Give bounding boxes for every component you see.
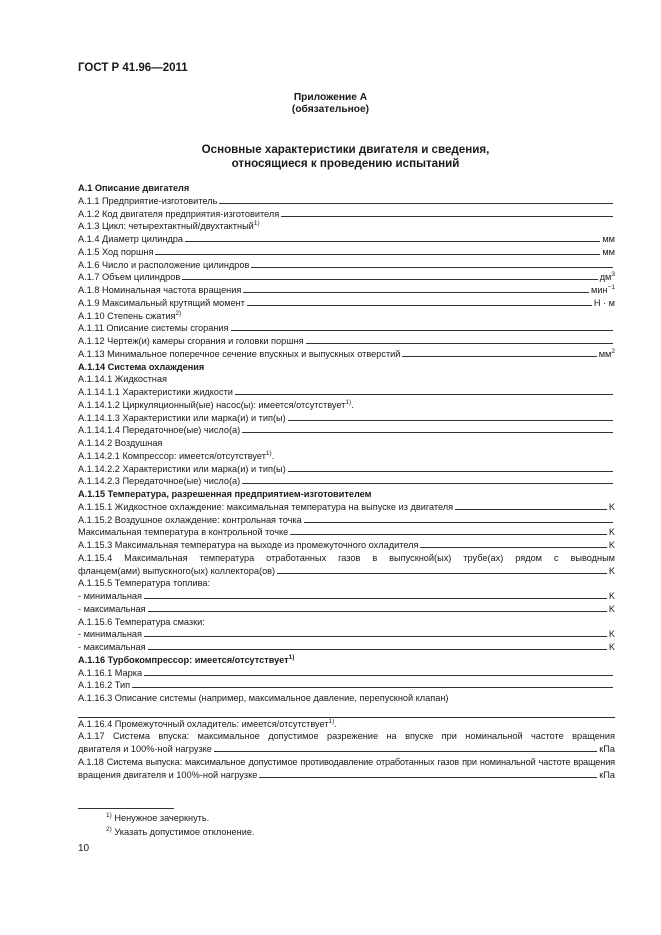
section-heading: A.1.16 Турбокомпрессор: имеется/отсутствует$^{1)}$ (78, 653, 295, 665)
fill-line[interactable] (78, 705, 615, 718)
form-row: A.1.14.1 Жидкостная (78, 374, 167, 385)
form-row: A.1.11 Описание системы сгорания (78, 322, 615, 335)
form-body (78, 182, 615, 781)
form-row: A.1.2 Код двигателя предприятия-изготовителя (78, 208, 615, 221)
form-row: A.1.15.2 Воздушное охлаждение: контрольная точка (78, 514, 615, 527)
section-heading: A.1 Описание двигателя (78, 183, 190, 193)
form-row: A.1.14.2.1 Компрессор: имеется/отсутствует$^{1)}$. (78, 449, 275, 461)
form-row: A.1.16.3 Описание системы (например, максимальное давление, перепускной клапан) (78, 693, 449, 703)
fill-line[interactable] (251, 259, 613, 268)
section-heading: A.1.15 Температура, разрешенная предприятием-изготовителем (78, 489, 372, 499)
form-row: A.1.16.2 Тип (78, 679, 615, 692)
form-row: вращения двигателя и 100%-ной нагрузке кПа (78, 769, 615, 780)
form-row: A.1.7 Объем цилиндров $дм^3$ (78, 271, 615, 283)
fill-line[interactable] (231, 322, 613, 331)
page-number: 10 (78, 843, 90, 854)
form-row: A.1.14.1.1 Характеристики жидкости (78, 386, 615, 399)
fill-line[interactable] (235, 386, 613, 395)
form-row: A.1.5 Ход поршня мм (78, 246, 615, 257)
form-row: A.1.14.1.2 Циркуляционный(ые) насос(ы): имеется/отсутствует$^{1)}$. (78, 398, 354, 410)
fill-line[interactable] (259, 769, 597, 778)
section-heading: A.1.14 Система охлаждения (78, 361, 205, 372)
fill-line[interactable] (144, 667, 613, 676)
form-row-wrapped: A.1.18 Система выпуска: максимальное допустимое противодавление отработанных газов при номинальной частоте вращения (78, 756, 615, 767)
form-row: A.1.14.1.4 Передаточное(ые) число(а) (78, 424, 615, 437)
fill-line[interactable] (290, 526, 607, 535)
form-row: A.1.16.1 Марка (78, 667, 615, 680)
form-row: - минимальная K (78, 591, 615, 601)
footnote-separator (78, 808, 174, 809)
fill-line[interactable] (155, 246, 600, 255)
fill-line[interactable] (420, 539, 606, 548)
appendix-note: (обязательное) (291, 104, 370, 115)
fill-line[interactable] (402, 348, 596, 357)
fill-line[interactable] (288, 463, 613, 472)
fill-line[interactable] (214, 743, 597, 752)
fill-line[interactable] (277, 565, 607, 574)
fill-line[interactable] (219, 195, 613, 204)
fill-line[interactable] (144, 628, 607, 637)
form-row: A.1.4 Диаметр цилиндра мм (78, 234, 615, 244)
form-row: A.1.10 Степень сжатия$^{2)}$ (78, 309, 182, 321)
form-row: A.1.3 Цикл: четырехтактный/двухтактный$^{1)}$ (78, 220, 260, 232)
form-row: A.1.9 Максимальный крутящий момент Н · м (78, 297, 615, 308)
fill-line[interactable] (281, 208, 613, 217)
form-row: A.1.15.5 Температура топлива: (78, 578, 211, 589)
fill-line[interactable] (148, 641, 607, 650)
form-row: A.1.13 Минимальное поперечное сечение впускных и выпускных отверстий $мм^2$ (78, 347, 615, 359)
fill-line[interactable] (144, 590, 607, 599)
form-row: Максимальная температура в контрольной точке K (78, 527, 615, 538)
fill-line[interactable] (242, 475, 613, 484)
form-row: A.1.6 Число и расположение цилиндров (78, 259, 615, 272)
form-row: - максимальная K (78, 642, 615, 652)
fill-line[interactable] (182, 271, 597, 280)
form-row: A.1.14.2.3 Передаточное(ые) число(а) (78, 475, 615, 488)
form-row: - минимальная K (78, 629, 615, 640)
form-row-wrapped: A.1.15.4 Максимальная температура отработанных газов в выпускной(ых) трубе(ах) рядом с выводным (78, 552, 615, 563)
fill-line[interactable] (455, 501, 607, 510)
form-row: - максимальная K (78, 603, 615, 614)
fill-line[interactable] (242, 424, 613, 433)
fill-line[interactable] (243, 284, 589, 293)
form-row: A.1.15.6 Температура смазки: (78, 616, 205, 627)
form-row-wrapped: A.1.17 Система впуска: максимальное допустимое разрежение на впуске при номинальной частоте вращения (78, 731, 615, 742)
form-row: A.1.14.1.3 Характеристики или марка(и) и тип(ы) (78, 412, 615, 425)
fill-line[interactable] (247, 297, 592, 306)
fill-line[interactable] (288, 412, 613, 421)
form-row: A.1.1 Предприятие-изготовитель (78, 195, 615, 208)
form-row: A.1.16.4 Промежуточный охладитель: имеется/отсутствует$^{1)}$. (78, 717, 337, 729)
form-row: A.1.12 Чертеж(и) камеры сгорания и головки поршня (78, 335, 615, 348)
fill-line[interactable] (306, 335, 613, 344)
fill-line[interactable] (304, 514, 613, 523)
doc-title-line1: Основные характеристики двигателя и сведения, (201, 143, 490, 156)
form-row: A.1.8 Номинальная частота вращения мин$^{-1}$ (78, 284, 615, 295)
form-row: A.1.14.2 Воздушная (78, 438, 163, 448)
form-row: A.1.14.2.2 Характеристики или марка(и) и тип(ы) (78, 463, 615, 476)
fill-line[interactable] (185, 233, 600, 242)
footnote-1: $^{1)}$ Ненужное зачеркнуть. (106, 812, 210, 823)
appendix-title: Приложение А (293, 92, 368, 103)
form-row: A.1.15.1 Жидкостное охлаждение: максимальная температура на выпуске из двигателя K (78, 501, 615, 512)
form-row: двигателя и 100%-ной нагрузке кПа (78, 744, 615, 754)
footnote-2: $^{2)}$ Указать допустимое отклонение. (106, 826, 255, 837)
form-row: фланцем(ами) выпускного(ых) коллектора(ов) K (78, 565, 615, 576)
standard-header: ГОСТ Р 41.96—2011 (78, 62, 188, 74)
fill-line[interactable] (148, 603, 607, 612)
doc-title-line2: относящиеся к проведению испытаний (231, 157, 460, 170)
form-row: A.1.15.3 Максимальная температура на выходе из промежуточного охладителя K (78, 540, 615, 550)
fill-line[interactable] (132, 679, 613, 688)
